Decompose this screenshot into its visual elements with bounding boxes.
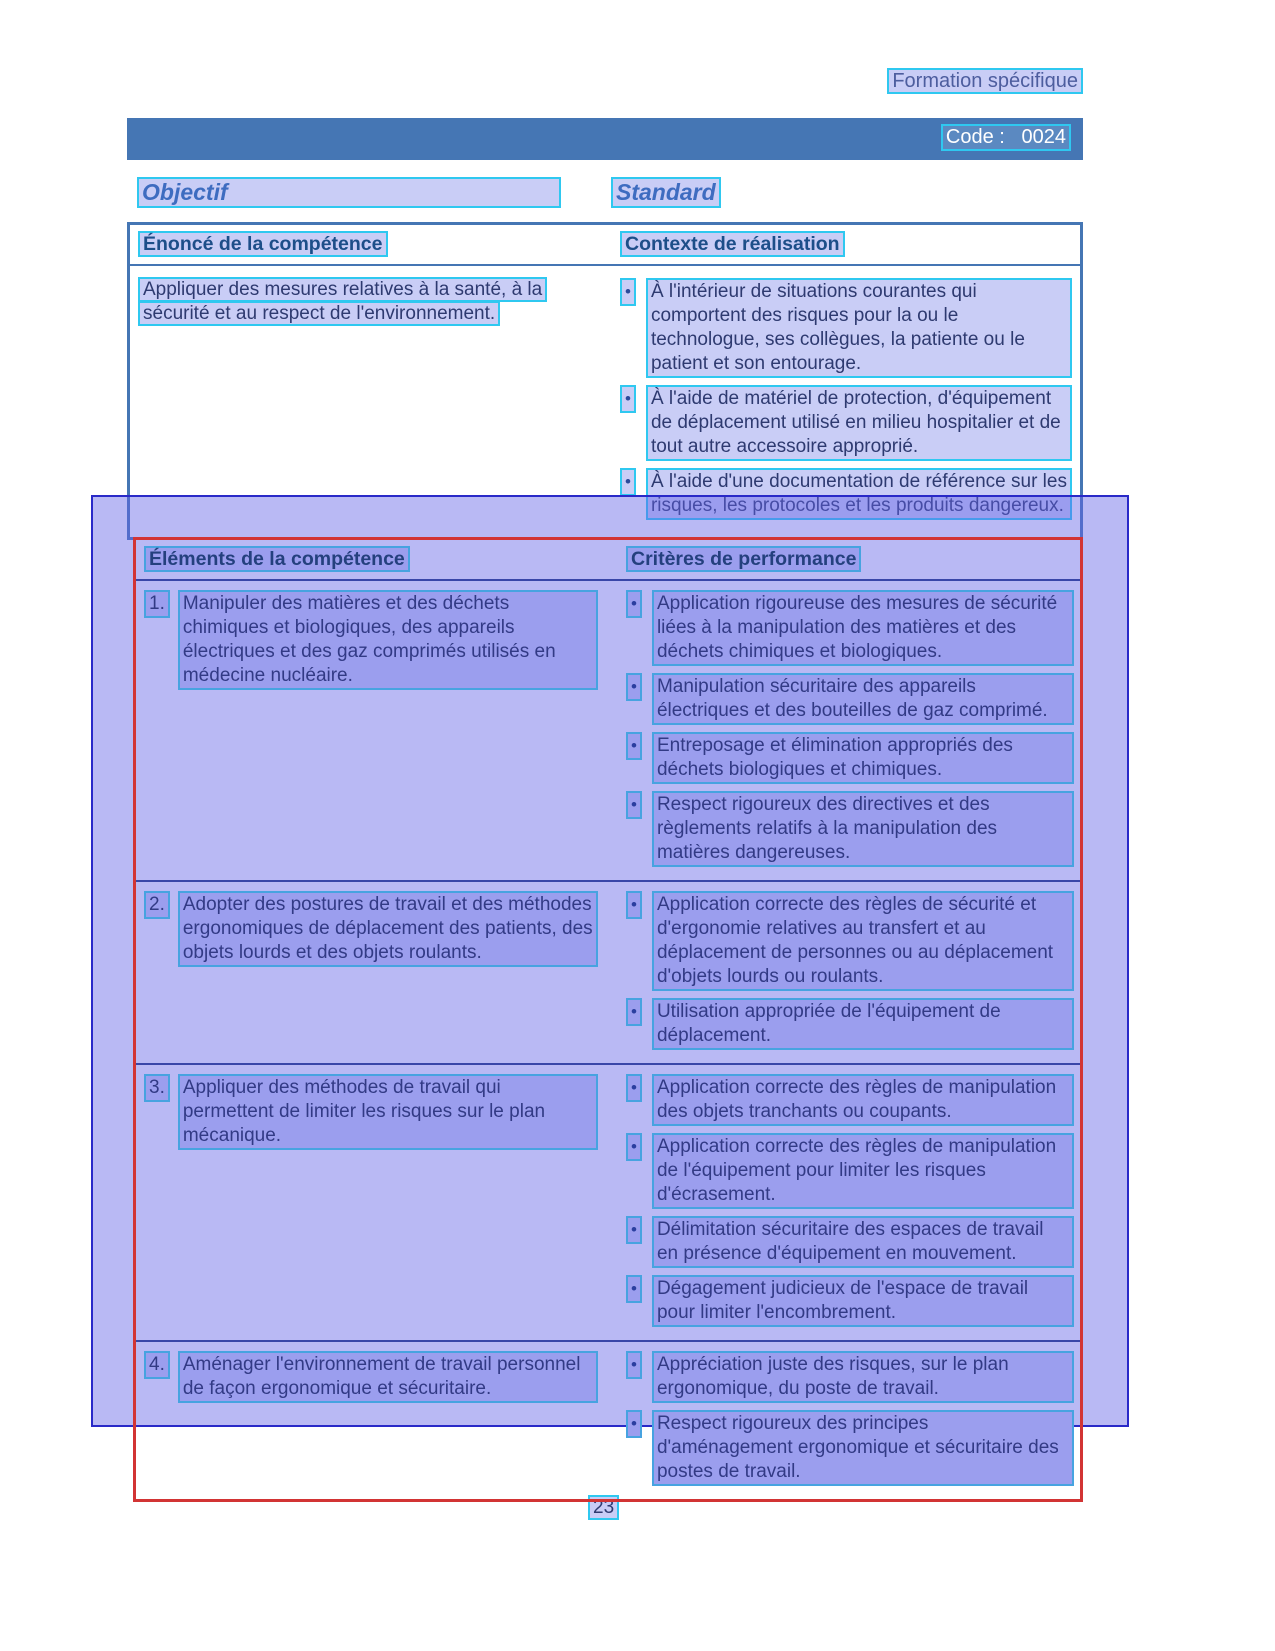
header-criteres: Critères de performance	[626, 546, 861, 572]
bullet-icon: •	[626, 1410, 642, 1438]
criteria-item	[626, 891, 1074, 991]
criterion-text: Utilisation appropriée de l'équipement de déplacement.	[652, 998, 1074, 1050]
bullet-icon: •	[626, 673, 642, 701]
bullet-icon: •	[620, 468, 636, 496]
header-note	[0, 70, 1083, 93]
context-bullet-text: À l'aide d'une documentation de référence sur les risques, les protocoles et les produits dangereux.	[646, 468, 1072, 520]
context-bullet	[620, 278, 1072, 378]
criterion-text: Respect rigoureux des directives et des règlements relatifs à la manipulation des matières dangereuses.	[652, 791, 1074, 867]
criterion-text: Application correcte des règles de manipulation de l'équipement pour limiter les risques d'écrasement.	[652, 1133, 1074, 1209]
criteria-item	[626, 791, 1074, 867]
competence-table-body	[130, 266, 1080, 537]
bullet-icon: •	[626, 791, 642, 819]
section-title-standard: Standard	[611, 177, 721, 208]
context-bullet-text: À l'intérieur de situations courantes qui comportent des risques pour la ou le technologue, ses collègues, la patiente ou le patient et son entourage.	[646, 278, 1072, 378]
element-number: 1.	[144, 590, 170, 618]
criteria-item	[626, 998, 1074, 1050]
bullet-icon: •	[626, 998, 642, 1026]
header-contexte: Contexte de réalisation	[620, 231, 845, 257]
bullet-icon: •	[626, 732, 642, 760]
element-number: 4.	[144, 1351, 170, 1379]
bullet-icon: •	[626, 1275, 642, 1303]
header-note-text: Formation spécifique	[887, 68, 1083, 94]
bullet-icon: •	[626, 891, 642, 919]
bullet-icon: •	[626, 1133, 642, 1161]
bullet-icon: •	[626, 1351, 642, 1379]
element-number: 2.	[144, 891, 170, 919]
criteria-item	[626, 1133, 1074, 1209]
competence-statement: Appliquer des mesures relatives à la santé, à la sécurité et au respect de l'environnement.	[138, 277, 547, 326]
bullet-icon: •	[626, 1074, 642, 1102]
criterion-text: Appréciation juste des risques, sur le plan ergonomique, du poste de travail.	[652, 1351, 1074, 1403]
section-title-objectif: Objectif	[137, 177, 561, 208]
criteria-item	[626, 1074, 1074, 1126]
criterion-text: Application correcte des règles de sécurité et d'ergonomie relatives au transfert et au déplacement de personnes ou au déplacement d'objets lourds ou roulants.	[652, 891, 1074, 991]
criterion-text: Respect rigoureux des principes d'aménagement ergonomique et sécuritaire des postes de travail.	[652, 1410, 1074, 1486]
criteria-item	[626, 1351, 1074, 1403]
criterion-text: Manipulation sécuritaire des appareils électriques et des bouteilles de gaz comprimé.	[652, 673, 1074, 725]
header-elements: Éléments de la compétence	[144, 546, 410, 572]
element-text: Adopter des postures de travail et des méthodes ergonomiques de déplacement des patients, des objets lourds et des objets roulants.	[178, 891, 598, 967]
bullet-icon: •	[626, 1216, 642, 1244]
criterion-text: Délimitation sécuritaire des espaces de travail en présence d'équipement en mouvement.	[652, 1216, 1074, 1268]
code-label: Code : 0024	[941, 124, 1071, 151]
page-number-text: 23	[588, 1495, 619, 1520]
criteria-item	[626, 673, 1074, 725]
competence-table	[127, 222, 1083, 540]
header-enonce: Énoncé de la compétence	[138, 231, 388, 257]
criterion-text: Entreposage et élimination appropriés des déchets biologiques et chimiques.	[652, 732, 1074, 784]
element-text: Aménager l'environnement de travail personnel de façon ergonomique et sécuritaire.	[178, 1351, 598, 1403]
criterion-text: Dégagement judicieux de l'espace de travail pour limiter l'encombrement.	[652, 1275, 1074, 1327]
element-row	[136, 1065, 1080, 1342]
criteria-item	[626, 1275, 1074, 1327]
competence-table-header	[130, 225, 1080, 266]
element-number: 3.	[144, 1074, 170, 1102]
element-text: Manipuler des matières et des déchets chimiques et biologiques, des appareils électriques et des gaz comprimés utilisés en médecine nucléaire.	[178, 590, 598, 690]
element-row	[136, 581, 1080, 882]
bullet-icon: •	[620, 278, 636, 306]
element-row	[136, 882, 1080, 1065]
elements-table-header	[136, 540, 1080, 581]
bullet-icon: •	[626, 590, 642, 618]
criteria-item	[626, 1216, 1074, 1268]
criterion-text: Application correcte des règles de manipulation des objets tranchants ou coupants.	[652, 1074, 1074, 1126]
elements-table	[133, 537, 1083, 1502]
code-bar	[127, 118, 1083, 160]
context-bullet-text: À l'aide de matériel de protection, d'équipement de déplacement utilisé en milieu hospitalier et de tout autre accessoire approprié.	[646, 385, 1072, 461]
criterion-text: Application rigoureuse des mesures de sécurité liées à la manipulation des matières et des déchets chimiques et biologiques.	[652, 590, 1074, 666]
element-text: Appliquer des méthodes de travail qui permettent de limiter les risques sur le plan mécanique.	[178, 1074, 598, 1150]
criteria-item	[626, 590, 1074, 666]
criteria-item	[626, 732, 1074, 784]
element-row	[136, 1342, 1080, 1499]
context-bullet	[620, 468, 1072, 520]
context-bullet	[620, 385, 1072, 461]
bullet-icon: •	[620, 385, 636, 413]
criteria-item	[626, 1410, 1074, 1486]
